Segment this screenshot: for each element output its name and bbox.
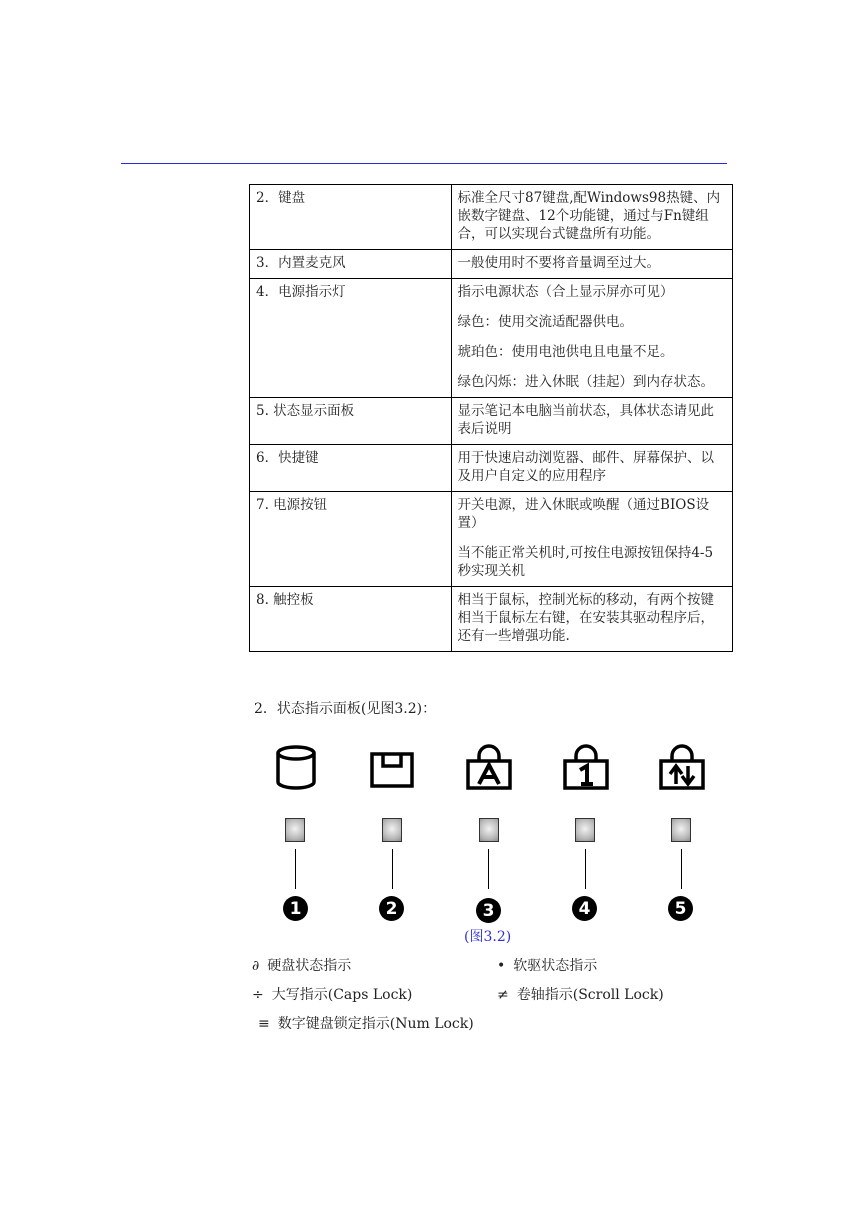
callout-number-5: 5 [668,896,693,921]
spec-description [451,279,732,398]
spec-description [451,185,732,250]
spec-label: 8. 触控板 [250,587,452,652]
table-row [250,587,733,652]
spec-description [451,445,732,492]
callout-number-3: 3 [476,898,501,923]
spec-label: 5. 状态显示面板 [250,398,452,445]
spec-label: 6．快捷键 [250,445,452,492]
spec-label: 7. 电源按钮 [250,492,452,587]
callout-line [488,849,489,889]
spec-description-text: 绿色：使用交流适配器供电。 [457,314,634,330]
legend-item [252,984,412,1004]
spec-label: 4．电源指示灯 [250,279,452,398]
callout-line [681,849,682,889]
callout-line [392,849,393,889]
spec-description-text: 指示电源状态（合上显示屏亦可见） [457,284,674,300]
callout-number-4: 4 [572,896,597,921]
num-lock-indicator-light [575,818,595,842]
spec-description [451,492,732,587]
spec-description [451,398,732,445]
table-row [250,279,733,398]
legend-symbol: • [497,958,506,974]
callout-line [585,849,586,889]
floppy-icon [368,744,416,792]
legend-symbol: ≠ [497,987,509,1003]
header-rule [121,163,727,164]
spec-description-text: 标准全尺寸87键盘,配Windows98热键、内嵌数字键盘、12个功能键，通过与Fn键组合，可以实现台式键盘所有功能。 [457,190,721,242]
callout-line [295,849,296,889]
figure-caption: (图3.2) [464,929,512,945]
num-lock-icon [562,744,610,792]
spec-table [249,184,733,652]
caps-lock-icon [465,744,513,792]
spec-description-text: 用于快速启动浏览器、邮件、屏幕保护、以及用户自定义的应用程序 [457,450,715,484]
spec-label: 3．内置麦克风 [250,250,452,279]
callout-number-2: 2 [379,896,404,921]
hdd-icon [272,744,320,792]
spec-description-text: 显示笔记本电脑当前状态，具体状态请见此表后说明 [457,403,715,437]
spec-description [451,250,732,279]
legend-item [258,1013,474,1033]
section-title: 2．状态指示面板(见图3.2)： [254,701,437,717]
table-row [250,398,733,445]
legend-text: 数字键盘锁定指示(Num Lock) [277,1016,474,1032]
legend-item [497,955,597,975]
scroll-lock-icon [658,744,706,792]
legend-item [497,984,664,1004]
caps-lock-indicator-light [479,818,499,842]
spec-description-text: 琥珀色：使用电池供电且电量不足。 [457,344,674,360]
table-row [250,250,733,279]
legend-text: 硬盘状态指示 [267,958,352,974]
legend-text: 软驱状态指示 [513,958,598,974]
table-row [250,492,733,587]
legend-text: 卷轴指示(Scroll Lock) [516,987,664,1003]
legend-symbol: ÷ [252,987,264,1003]
scroll-lock-indicator-light [671,818,691,842]
spec-description-text: 相当于鼠标，控制光标的移动，有两个按键相当于鼠标左右键，在安装其驱动程序后，还有一些增强功能. [457,592,715,644]
legend-symbol: ≡ [258,1016,270,1032]
floppy-indicator-light [382,818,402,842]
table-row [250,185,733,250]
spec-description [451,587,732,652]
callout-number-1: 1 [283,896,308,921]
spec-label: 2．键盘 [250,185,452,250]
spec-description-text: 绿色闪烁：进入休眠（挂起）到内存状态。 [457,374,715,390]
legend-item [252,955,351,975]
hdd-indicator-light [285,818,305,842]
spec-description-text: 一般使用时不要将音量调至过大。 [457,255,661,271]
spec-description-text: 开关电源，进入休眠或唤醒（通过BIOS设置） [457,497,710,531]
spec-description-text: 当不能正常关机时,可按住电源按钮保持4-5秒实现关机 [457,545,714,579]
legend-text: 大写指示(Caps Lock) [271,987,413,1003]
legend-symbol: ∂ [252,958,260,974]
table-row [250,445,733,492]
